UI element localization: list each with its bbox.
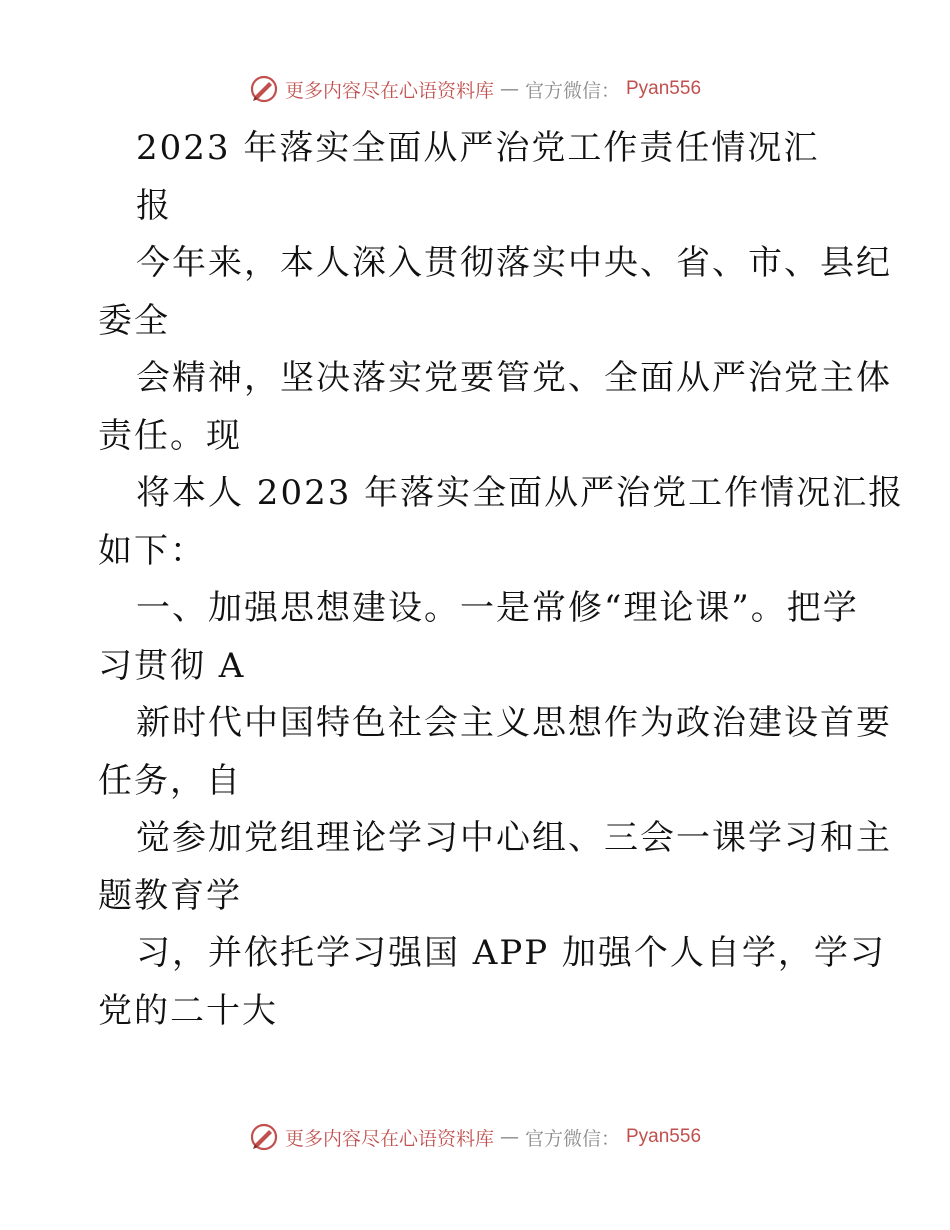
paragraph-line: 如下： [98, 530, 206, 571]
paragraph-line: 一、加强思想建设。一是常修“理论课”。把学 [136, 588, 859, 628]
banner-dash: — [499, 78, 519, 100]
paragraph-line: 新时代中国特色社会主义思想作为政治建设首要 [136, 703, 892, 743]
paragraph-line: 习，并依托学习强国 APP 加强个人自学，学习 [136, 933, 886, 973]
banner-dash: — [499, 1126, 519, 1148]
banner-wechat-handle: Pyan556 [626, 78, 702, 99]
paragraph-line: 今年来，本人深入贯彻落实中央、省、市、县纪 [136, 243, 892, 283]
banner-wechat-label: 官方微信： [524, 1127, 620, 1150]
banner-wechat-handle: Pyan556 [626, 1126, 702, 1147]
paragraph-line: 责任。现 [98, 415, 242, 456]
header-watermark-banner [0, 74, 950, 104]
document-title-line-1: 2023 年落实全面从严治党工作责任情况汇 [136, 128, 820, 168]
paragraph-line: 觉参加党组理论学习中心组、三会一课学习和主 [136, 818, 892, 858]
banner-wechat-label: 官方微信： [524, 79, 620, 102]
pen-logo-icon [249, 74, 279, 104]
paragraph-line: 委全 [98, 300, 170, 341]
pen-logo-icon [249, 1122, 279, 1152]
paragraph-line: 习贯彻 A [98, 645, 246, 686]
paragraph-line: 会精神，坚决落实党要管党、全面从严治党主体 [136, 358, 892, 398]
paragraph-line: 党的二十大 [98, 990, 278, 1031]
document-title-line-2: 报 [136, 185, 172, 226]
paragraph-line: 题教育学 [98, 875, 242, 916]
banner-brand-text: 更多内容尽在心语资料库 [284, 79, 494, 102]
paragraph-line: 将本人 2023 年落实全面从严治党工作情况汇报 [136, 473, 905, 513]
footer-watermark-banner [0, 1122, 950, 1152]
document-body [98, 120, 905, 1040]
paragraph-line: 任务，自 [98, 760, 242, 801]
banner-brand-text: 更多内容尽在心语资料库 [284, 1127, 494, 1150]
